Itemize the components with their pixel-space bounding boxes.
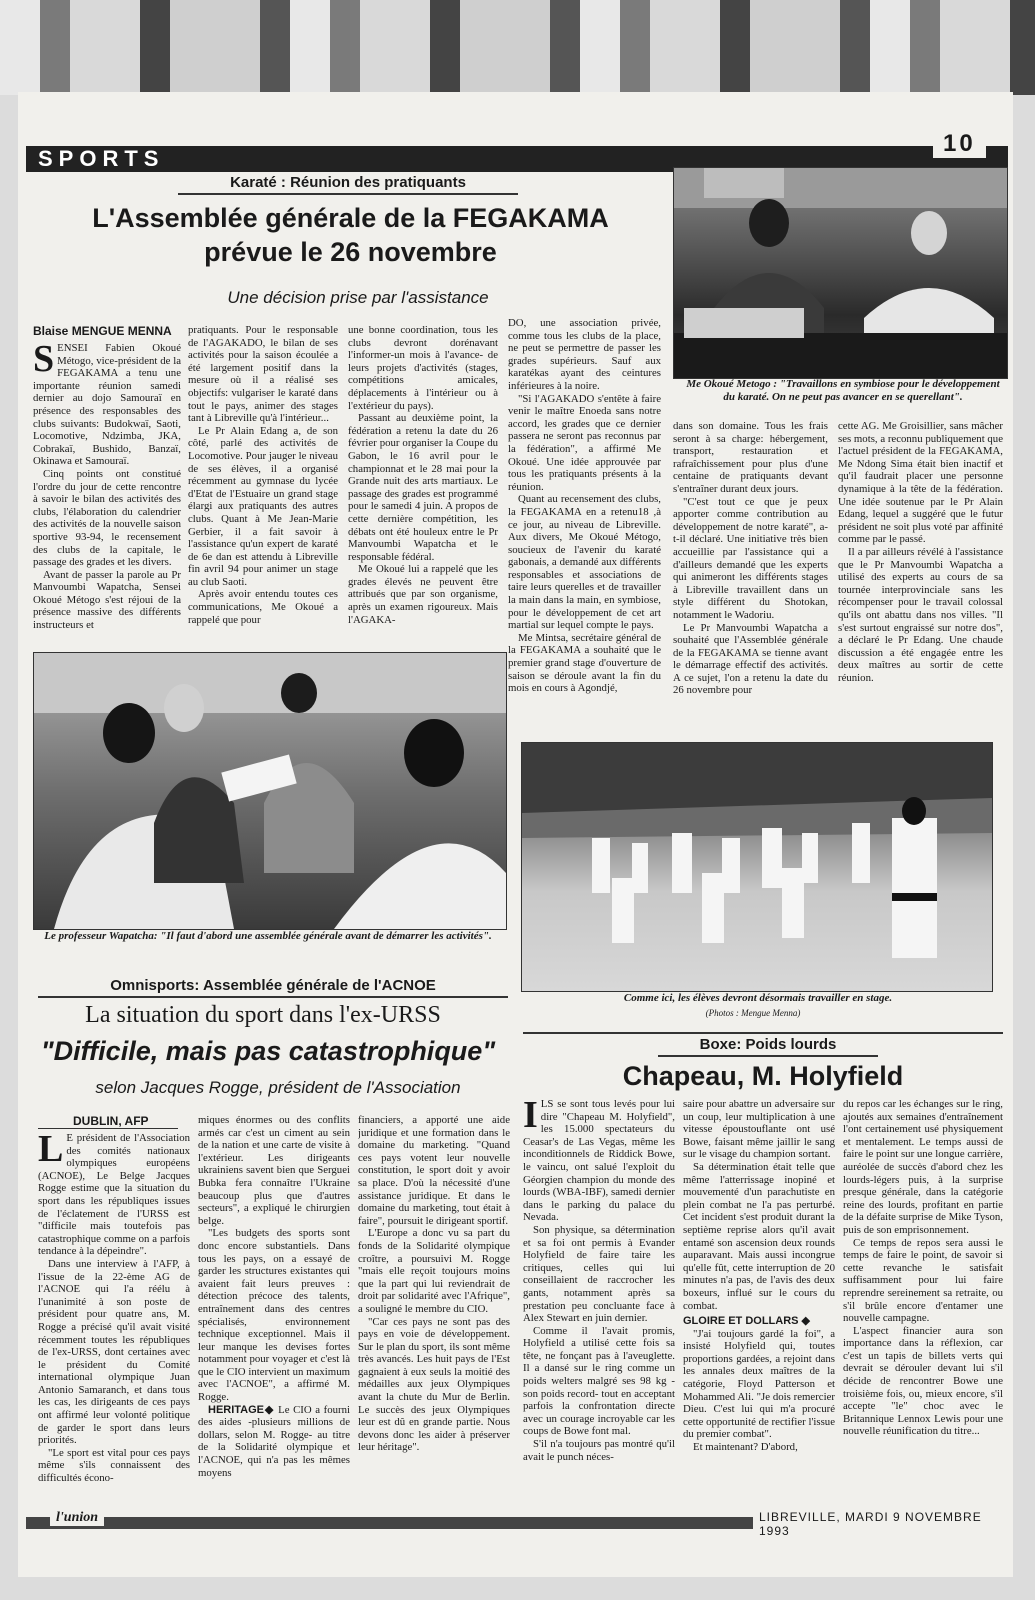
article1-headline-line1: L'Assemblée générale de la FEGAKAMA bbox=[92, 203, 609, 233]
photo-credit: (Photos : Mengue Menna) bbox=[705, 1008, 801, 1018]
article1-col3-p3: Me Okoué lui a rappelé que les grades élevés ne peuvent être attribués que par son organisme, après un examen rigoureux. Mais l'AGAKA- bbox=[348, 563, 498, 626]
article1-col4-p3: Quant au recensement des clubs, la FEGAKAMA en a retenu18 ,à ce jour, au niveau de Libreville. Aux divers, Me Okoué Métogo, soucieux de l'avenir du karaté gabonais, a demandé aux différents responsables et associations de taire leurs querelles et de travailler la main dans la main, en symbiose, pour le développement de cet art martial sur lequel compte le pays. bbox=[508, 493, 661, 632]
article1-col5-p1: dans son domaine. Tous les frais seront à sa charge: hébergement, transport, restauration et rafraîchissement pour plus d'une centaine de pratiquants devant s'entraîner durant deux jours. bbox=[673, 420, 828, 495]
article3-col2-p1: saire pour abattre un adversaire sur un coup, leur multiplication à une vitesse époustouflante ont usé Bowe, faisant même jaillir le sang sur le visage du champion sortant. bbox=[683, 1098, 835, 1161]
article2-col3-p2: L'Europe a donc vu sa part du fonds de la Solidarité olympique croître, a poursuivi M. Rogge "mais elle reçoit toujours moins que la part qui lui reviendrait de droit par solidarité avec l'Afrique", a souligné le membre du CIO. bbox=[358, 1227, 510, 1315]
article1-col4-p1: DO, une association privée, comme tous les clubs de la place, ne peut se permettre de passer les grades supérieurs. Sauf aux karatékas ayant des ceintures inférieures à la noire. bbox=[508, 317, 661, 392]
article2-col3-p3: "Car ces pays ne sont pas des pays en voie de développement. Sur le plan du sport, ils sont même très avancés. Les huit pays de l'Est gagnaient à eux seuls la moitié des médailles aux jeux Olympiques avant la chute du Mur de Berlin. Le succès des jeux Olympiques leur est dû en grande partie. Nous devons donc les aider à préserver leur héritage". bbox=[358, 1315, 510, 1454]
article1-byline: Blaise MENGUE MENNA bbox=[33, 324, 172, 338]
article1-column-3 bbox=[348, 324, 498, 652]
article3-kicker: Boxe: Poids lourds bbox=[658, 1036, 878, 1057]
photo-stage-karate bbox=[521, 742, 993, 992]
photo-stage-karate-image bbox=[522, 743, 992, 991]
article3-col1-p2: Son physique, sa détermination et sa foi ont permis à Evander Holyfield de faire taire les critiques, celles qui lui conseillaient de raccrocher les gants, notamment après sa prestation peu concluante face à Alex Stewart en juin dernier. bbox=[523, 1223, 675, 1325]
section-title: SPORTS bbox=[38, 146, 165, 171]
page-number: 10 bbox=[933, 130, 986, 158]
article2-kicker: Omnisports: Assemblée générale de l'ACNOE bbox=[38, 977, 508, 998]
article1-column-6 bbox=[838, 420, 1003, 755]
article3-col1-p4: S'il n'a toujours pas montré qu'il avait le punch néces- bbox=[523, 1438, 675, 1463]
caption-wapatcha: Le professeur Wapatcha: "Il faut d'abord une assemblée générale avant de démarrer les activités". bbox=[44, 930, 492, 942]
article2-col1-p2: Dans une interview à l'AFP, à l'issue de la 22-ème AG de l'ACNOE qui l'a réélu à l'unanimité à son poste de président pour quatre ans, M. Rogge a précisé qu'il avait visité récemment toutes les républiques de l'ex-URSS, dont certaines avec le président du Comité international olympique Juan Antonio Samaranch, et dans tous les cas, les dirigeants de ces pays ont affirmé leur volonté politique de garder le sport dans leurs priorités. bbox=[38, 1257, 190, 1447]
article2-byline: DUBLIN, AFP bbox=[73, 1114, 149, 1128]
article1-column-1 bbox=[33, 342, 181, 652]
footer-paper-name: l'union bbox=[50, 1510, 104, 1526]
article1-col2-p2: Le Pr Alain Edang a, de son côté, parlé des activités de Locomotive. Pour jauger le niveau de ses élèves, il a organisé récemment au gymnase du lycée d'Etat de l'Estuaire un grand stage élargi aux pratiquants des autres clubs. Quant à Me Jean-Marie Gerbier, il a fait savoir à l'assistance qu'un expert de karaté de 6e dan est attendu à Libreville fin avril 94 pour animer un stage au club Saoti. bbox=[188, 424, 338, 588]
article1-col1-p3: Avant de passer la parole au Pr Manvoumbi Wapatcha, Sensei Okoué Métogo s'est réjoui de la présence massive des différents instructeurs et bbox=[33, 568, 181, 632]
photo-wapatcha-image bbox=[34, 653, 506, 929]
article3-column-1 bbox=[523, 1098, 675, 1504]
article1-kicker: Karaté : Réunion des pratiquants bbox=[178, 174, 518, 195]
article3-top-rule bbox=[523, 1032, 1003, 1034]
article3-col1-p1: ILS se sont tous levés pour lui dire "Chapeau M. Holyfield", les 15.000 spectateurs du Ceasar's de Las Vegas, même les inconditionnels de Riddick Bowe, le vaincu, ont salué l'exploit du Géorgien champion du monde des lourds (WBA-IBF), samedi dernier dans le parking du palace du Nevada. bbox=[523, 1098, 675, 1224]
article3-col2-p2: Sa détermination était telle que même l'atterrissage inopiné et mouvementé d'un parachutiste en plein combat ne l'a pas perturbé. Cet incident s'est produit durant la septième reprise alors qu'il avait entamé son ascension deux rounds auparavant. Mais aussi incongrue qu'elle fût, cette interruption de 20 minutes n'a pas, de l'avis des deux boxeurs, influé sur le cours du combat. bbox=[683, 1160, 835, 1312]
article3-col3-p1: du repos car les échanges sur le ring, ajoutés aux semaines d'entraînement l'ont certainement usé physiquement et mentalement. Le temps aussi de faire le point sur une longue carrière, auréolée de succès d'abord chez les lourds-légers puis, à la surprise presque générale, dans la catégorie reine des lourds, profitant en partie de la défaite surprise de Mike Tyson, puis de son emprisonnement. bbox=[843, 1098, 1003, 1236]
subhead-gloire: GLOIRE ET DOLLARS ◆ bbox=[683, 1315, 811, 1328]
article1-col1-p1: SENSEI Fabien Okoué Métogo, vice-président de la FEGAKAMA a tenu une importante réunion samedi dernier au dojo Samouraï en présence des responsables des clubs suivants: Budokwaï, Saoti, Locomotive, Ndzimba, JKA, Cobrakaï, Bushido, Banzaï, Okinawa et Samouraï. bbox=[33, 342, 181, 468]
article2-headline-line1: La situation du sport dans l'ex-URSS bbox=[85, 1002, 441, 1028]
article1-col4-p4: Me Mintsa, secrétaire général de la FEGAKAMA a souhaité que le premier grand stage d'ouverture de saison se déroule avant la fin du mois en cours à Agondjé, bbox=[508, 631, 661, 695]
diamond-icon: ◆ bbox=[798, 1315, 811, 1328]
article1-col2-p1: pratiquants. Pour le responsable de l'AGAKADO, le bilan de ses activités pour la saison écoulée a été largement positif dans la mesure où il a réalisé ses objectifs: vulgariser le karaté dans tout le pays, animer des stages tant à Libreville qu'à l'intérieur... bbox=[188, 324, 338, 425]
article1-col2-p3: Après avoir entendu toutes ces communications, Me Okoué a rappelé que pour bbox=[188, 588, 338, 626]
article1-col5-p2: "C'est tout ce que je peux apporter comme contribution au développement de notre karaté", a-t-il déclaré. Une initiative très bien accueillie par l'assistance qui a d'ailleurs demandé que les experts qui animeront les différents stages à Libreville travaillent dans un style différent du Shotokan, notamment le Wadoriu. bbox=[673, 495, 828, 621]
article3-col2-p3: "J'ai toujours gardé la foi", a insisté Holyfield qui, toutes proportions gardées, a rejoint dans les annales deux maîtres de la catégorie, Floyd Patterson et Mohammed Ali. "Je dois remercier Dieu. C'est lui qui m'a procuré cette opportunité de rectifier l'issue du premier combat". bbox=[683, 1327, 835, 1441]
photo-okoue-metogo bbox=[673, 167, 1008, 379]
article1-col4-p2: "Si l'AGAKADO s'entête à faire venir le maître Enoeda sans notre accord, les grades que ce dernier passera ne seront pas reconnus par la fédération", a affirmé Me Okoué. Une idée approuvée par tous les pratiquants présents à la réunion. bbox=[508, 392, 661, 493]
article2-col2-p1: miques énormes ou des conflits armés car c'est un ciment au sein de la nation et une carte de visite à l'extérieur. Les dirigeants ukrainiens savent bien que Serguei Bubka fera connaître l'Ukraine beaucoup plus que d'autres secteurs", a expliqué le chirurgien belge. bbox=[198, 1114, 350, 1227]
article2-col2-p3: HERITAGE◆ Le CIO a fourni des aides -plusieurs millions de dollars, selon M. Rogge- au titre de la Solidarité olympique et l'ACNOE, qui n'a pas les mêmes moyens bbox=[198, 1403, 350, 1479]
article3-col3-p2: Ce temps de repos sera aussi le temps de faire le point, de savoir si cette revanche le satisfait suffisamment pour lui faire reprendre sereinement sa retraite, ou s'il brûle encore d'entamer une nouvelle campagne. bbox=[843, 1236, 1003, 1325]
dropcap-s: S bbox=[33, 342, 55, 380]
caption-stage: Comme ici, les élèves devront désormais travailler en stage. bbox=[623, 992, 893, 1004]
article2-column-2 bbox=[198, 1114, 350, 1504]
scan-background bbox=[0, 0, 1035, 95]
newspaper-page bbox=[18, 92, 1013, 1577]
dropcap-i: I bbox=[523, 1098, 538, 1136]
article1-col5-p3: Le Pr Manvoumbi Wapatcha a souhaité que l'Assemblée générale de la FEGAKAMA se tienne avant le démarrage effectif des activités. A ce sujet, l'on a retenu la date du 26 novembre pour bbox=[673, 621, 828, 697]
article2-col3-p1: financiers, a apporté une aide juridique et une formation dans le domaine du marketing. "Quand ces pays votent leur nouvelle constitution, le sport doit y avoir sa place. D'où la nécessité d'une assistance juridique. Et dans le domaine du marketing, tout était à faire", poursuit le dirigeant sportif. bbox=[358, 1114, 510, 1227]
article2-column-3 bbox=[358, 1114, 510, 1504]
article2-col1-p1: L E président de l'Association des comités nationaux olympiques européens (ACNOE), Le Belge Jacques Rogge estime que la situation du sport dans les républiques issues de l'éclatement de l'URSS est "difficile mais toutefois pas catastrophique comme on a parfois tendance à la dépeindre". bbox=[38, 1132, 190, 1258]
article1-col1-p2: Cinq points ont constitué l'ordre du jour de cette rencontre à savoir le bilan des activités des clubs, l'élaboration du calendrier des activités de la nouvelle saison sportive 93-94, le recensement des clubs de la capitale, le passage des grades et les divers. bbox=[33, 467, 181, 569]
article3-col3-p3: L'aspect financier aura son importance dans la réflexion, car c'est un tapis de billets verts qui devrait se dérouler devant lui s'il décide de rencontrer Bowe une troisième fois, ou, mieux encore, s'il accepte "le" choc avec le Britannique Lennox Lewis pour une nouvelle réunification du titre... bbox=[843, 1324, 1003, 1438]
article3-headline: Chapeau, M. Holyfield bbox=[622, 1061, 904, 1091]
article3-column-3 bbox=[843, 1098, 1003, 1504]
article1-col6-p1: cette AG. Me Groisillier, sans mâcher ses mots, a reconnu publiquement que l'actuel président de la FEGAKAMA, Me Ndong Sima était bien inactif et qu'il faudrait placer une personne dynamique à la tête de la fédération. Une idée soutenue par le Pr Alain Edang, lequel a suggéré que le futur président ne soit plus voté par affinité comme par le passé. bbox=[838, 420, 1003, 546]
article1-column-5 bbox=[673, 420, 828, 755]
article1-column-4 bbox=[508, 317, 661, 757]
article3-column-2 bbox=[683, 1098, 835, 1504]
photo-okoue-metogo-image bbox=[674, 168, 1007, 378]
photo-wapatcha bbox=[33, 652, 507, 930]
article2-deck: selon Jacques Rogge, président de l'Association bbox=[95, 1078, 461, 1097]
article2-col1-p3: "Le sport est vital pour ces pays même s'ils connaissent des difficultés écono- bbox=[38, 1446, 190, 1485]
subhead-heritage: HERITAGE bbox=[208, 1403, 265, 1416]
article1-col3-p2: Passant au deuxième point, la fédération a retenu la date du 26 février pour organiser la Coupe du Gabon, le 16 avril pour le championnat et le 28 mai pour la Grande nuit des arts martiaux. Le passage des grades est programmé pour le samedi 4 juin. A propos de cette dernière compétition, les débats ont été houleux entre le Pr Manvoumbi Wapatcha et le responsable fédéral. bbox=[348, 412, 498, 563]
article2-headline-line2: "Difficile, mais pas catastrophique" bbox=[40, 1036, 496, 1066]
article1-column-2 bbox=[188, 324, 338, 652]
article2-column-1 bbox=[38, 1132, 190, 1504]
article3-col2-p4: Et maintenant? D'abord, bbox=[693, 1441, 798, 1454]
article2-byline-rule bbox=[38, 1128, 178, 1129]
diamond-icon: ◆ bbox=[264, 1403, 279, 1416]
footer-dateline: LIBREVILLE, MARDI 9 NOVEMBRE 1993 bbox=[753, 1510, 1013, 1538]
article1-col6-p2: Il a par ailleurs révélé à l'assistance que le Pr Manvoumbi Wapatcha a utilisé des experts au cours de sa tournée interprovinciale sans les récompenser pour le travail colossal qu'ils ont abattu dans nos villes. "Il s'est surtout engraissé sur notre dos", a déclaré le Pr Edang. Une chaude discussion a été engagée entre les deux maîtres au sortir de cette réunion. bbox=[838, 545, 1003, 684]
caption-okoue-metogo: Me Okoué Metogo : "Travaillons en symbiose pour le développement du karaté. On ne peut pas avancer en se querellant". bbox=[686, 378, 1000, 403]
article3-col1-p3: Comme il l'avait promis, Holyfield a utilisé cette fois sa tête, ne fonçant pas à l'aveuglette. Il a dansé sur le ring comme un poids welters malgré ses 98 kg -son poids record- tout en acceptant parfois la confrontation directe avec un courage incroyable car les coups de Bowe font mal. bbox=[523, 1324, 675, 1438]
article1-headline-line2: prévue le 26 novembre bbox=[204, 237, 497, 267]
article1-deck: Une décision prise par l'assistance bbox=[227, 288, 489, 307]
dropcap-l: L bbox=[38, 1132, 64, 1170]
article2-col2-p2: "Les budgets des sports sont donc encore substantiels. Dans tous les pays, on a essayé de garder les structures existantes qui avaient fait leurs preuves : détection précoce des talents, entraînement dans des centres spécialisés, environnement technique exceptionnel. Mais il leur manque les devises fortes notamment pour voyager et c'est là que le CIO intervient un maximum avec l'ACNOE", a affirmé M. Rogge. bbox=[198, 1227, 350, 1404]
article1-col3-p1: une bonne coordination, tous les clubs devront dorénavant l'informer-un mois à l'avance- de leurs projets d'activités (stages, compétitions amicales, déplacements à l'intérieur ou à l'extérieur du pays). bbox=[348, 324, 498, 412]
